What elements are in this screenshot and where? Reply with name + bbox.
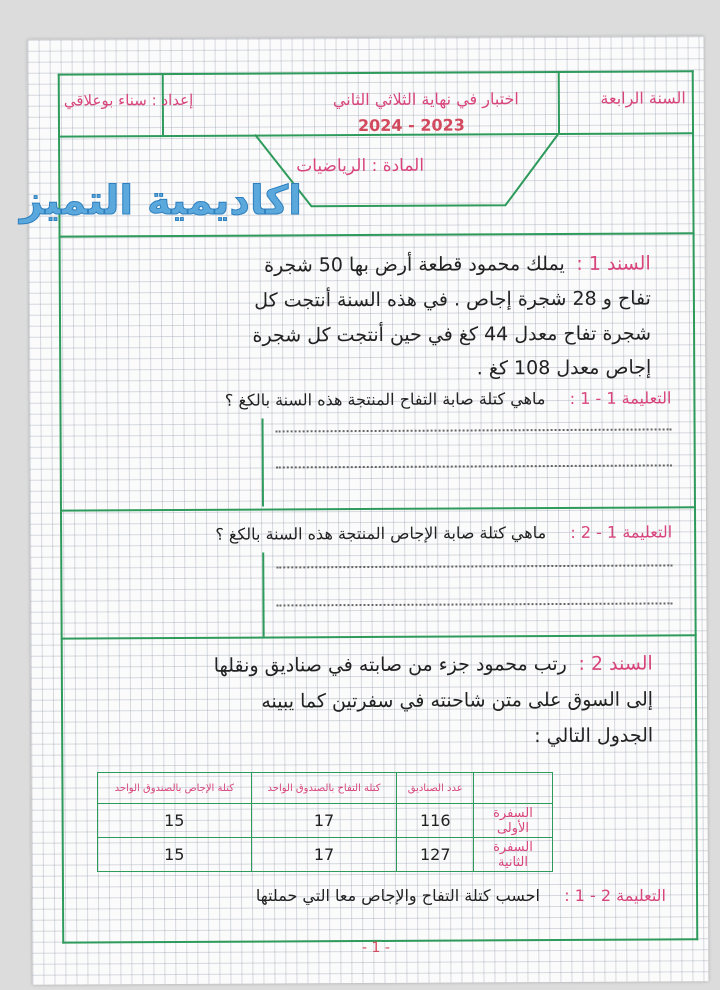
table-header-boxes: عدد الصناديق: [397, 773, 474, 804]
header-author: إعداد : سناء بوعلاقي: [63, 90, 194, 110]
answer-dots-1a: [276, 428, 672, 432]
table-cell-boxes: 127: [397, 838, 474, 872]
watermark-logo: اكاديمية التميز: [20, 178, 302, 224]
q1-1-text: ماهي كتلة صابة التفاح المنتجة هذه السنة بالكغ ؟: [224, 389, 546, 410]
answer-dots-2a: [276, 564, 672, 568]
header-section-line: [59, 232, 695, 237]
doc1-line-4: إجاص معدل 108 كغ .: [476, 356, 652, 380]
table-header-row: [98, 773, 553, 804]
table-corner-cell: [474, 773, 553, 804]
deliveries-table: [97, 772, 553, 872]
table-row: [98, 804, 553, 838]
answer-dots-2b: [276, 602, 672, 606]
table-row: [98, 838, 553, 872]
table-cell-apple: 17: [251, 838, 397, 872]
table-header-apple: كتلة التفاح بالصندوق الواحد: [251, 773, 397, 804]
header-divider-right: [558, 71, 560, 133]
section-line-q2: [61, 634, 697, 639]
table-cell-boxes: 116: [397, 804, 474, 838]
table-cell-apple: 17: [251, 804, 397, 838]
page-number: - 1 -: [362, 940, 390, 956]
table-cell-pear: 15: [98, 804, 252, 838]
q1-2-label: التعليمة 1 - 2 :: [570, 522, 673, 542]
header-year: 2024 - 2023: [357, 115, 465, 136]
header-subject: المادة : الرياضيات: [296, 155, 425, 177]
answer-divider-2: [262, 553, 264, 637]
q2-1-label: التعليمة 2 - 1 :: [564, 886, 666, 905]
doc1-label: السند 1 :: [576, 252, 651, 275]
header-exam-title: اختبار في نهاية الثلاثي الثاني: [332, 89, 519, 110]
q1-2-text: ماهي كتلة صابة الإجاص المنتجة هذه السنة بالكغ ؟: [215, 523, 547, 544]
frame-right: [692, 70, 699, 940]
frame-top: [58, 70, 694, 75]
table-header-pear: كتلة الإجاص بالصندوق الواحد: [98, 773, 252, 804]
table-row-label: السفرة الثانية: [474, 838, 553, 872]
doc2-line-1: رتب محمود جزء من صابته في صناديق ونقلها: [213, 652, 567, 677]
doc1-line-2: تفاح و 28 شجرة إجاص . في هذه السنة أنتجت كل: [254, 287, 651, 312]
answer-dots-1b: [276, 464, 672, 468]
q2-1-text: احسب كتلة التفاح والإجاص معا التي حملتها: [255, 886, 540, 905]
answer-divider-1: [262, 419, 264, 507]
table-row-label: السفرة الأولى: [474, 804, 553, 838]
doc2-line-2: إلى السوق على متن شاحنته في سفرتين كما يبينه: [261, 688, 654, 713]
doc1-line-3: شجرة تفاح معدل 44 كغ في حين أنتجت كل شجرة: [252, 322, 652, 347]
header-level: السنة الرابعة: [600, 88, 686, 108]
section-line-q1: [60, 506, 696, 511]
table-cell-pear: 15: [98, 838, 252, 872]
doc2-label: السند 2 :: [578, 652, 653, 675]
doc2-line-3: الجدول التالي :: [534, 724, 654, 748]
doc1-line-1: يملك محمود قطعة أرض بها 50 شجرة: [264, 252, 565, 277]
q1-1-label: التعليمة 1 - 1 :: [569, 388, 672, 408]
